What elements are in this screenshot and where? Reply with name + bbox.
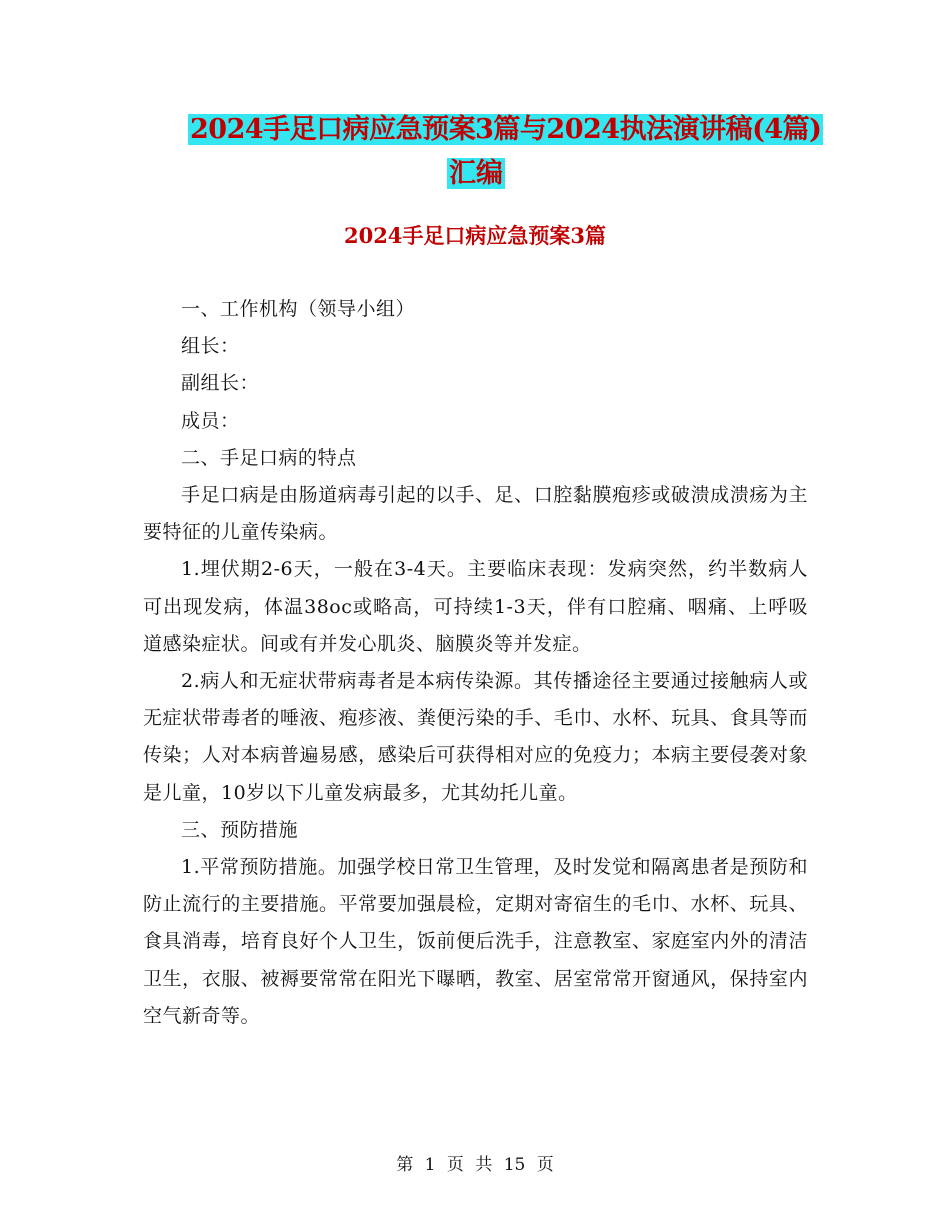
- paragraph-transmission: 2.病人和无症状带病毒者是本病传染源。其传播途径主要通过接触病人或无症状带毒者的唾液、疱疹液、粪便污染的手、毛巾、水杯、玩具、食具等而传染；人对本病普遍易感，感染后可获得相对应的免疫力；本病主要侵袭对象是儿童，10岁以下儿童发病最多，尤其幼托儿童。: [143, 670, 808, 804]
- body-text: [143, 291, 808, 1035]
- heading-disease-features: 二、手足口病的特点: [181, 446, 357, 469]
- document-title-highlight-1: 2024手足口病应急预案3篇与2024执法演讲稿(4篇): [190, 114, 822, 145]
- document-title-line-2: [447, 155, 505, 193]
- heading-work-organization: 一、工作机构（领导小组）: [181, 298, 416, 320]
- leader-line: 组长：: [181, 335, 240, 358]
- deputy-leader-line: 副组长：: [181, 372, 260, 395]
- section-heading: 2024手足口病应急预案3篇: [343, 223, 607, 248]
- page-footer: 第 1 页 共 15 页: [396, 1155, 554, 1175]
- members-line: 成员：: [181, 409, 240, 432]
- paragraph-incubation: 1.埋伏期2-6天，一般在3-4天。主要临床表现：发病突然，约半数病人可出现发病，体温38oc或略高，可持续1-3天，伴有口腔痛、咽痛、上呼吸道感染症状。间或有并发心肌炎、脑膜炎等并发症。: [143, 558, 808, 655]
- paragraph-definition: 手足口病是由肠道病毒引起的以手、足、口腔黏膜疱疹或破溃成溃疡为主要特征的儿童传染病。: [143, 484, 808, 544]
- document-title-line-1: [188, 111, 823, 149]
- paragraph-prevention: 1.平常预防措施。加强学校日常卫生管理，及时发觉和隔离患者是预防和防止流行的主要措施。平常要加强晨检，定期对寄宿生的毛巾、水杯、玩具、食具消毒，培育良好个人卫生，饭前便后洗手，注意教室、家庭室内外的清洁卫生，衣服、被褥要常常在阳光下曝晒，教室、居室常常开窗通风，保持室内空气新奇等。: [143, 856, 808, 1027]
- heading-prevention: 三、预防措施: [181, 818, 299, 841]
- document-title-highlight-2: 汇编: [449, 158, 503, 189]
